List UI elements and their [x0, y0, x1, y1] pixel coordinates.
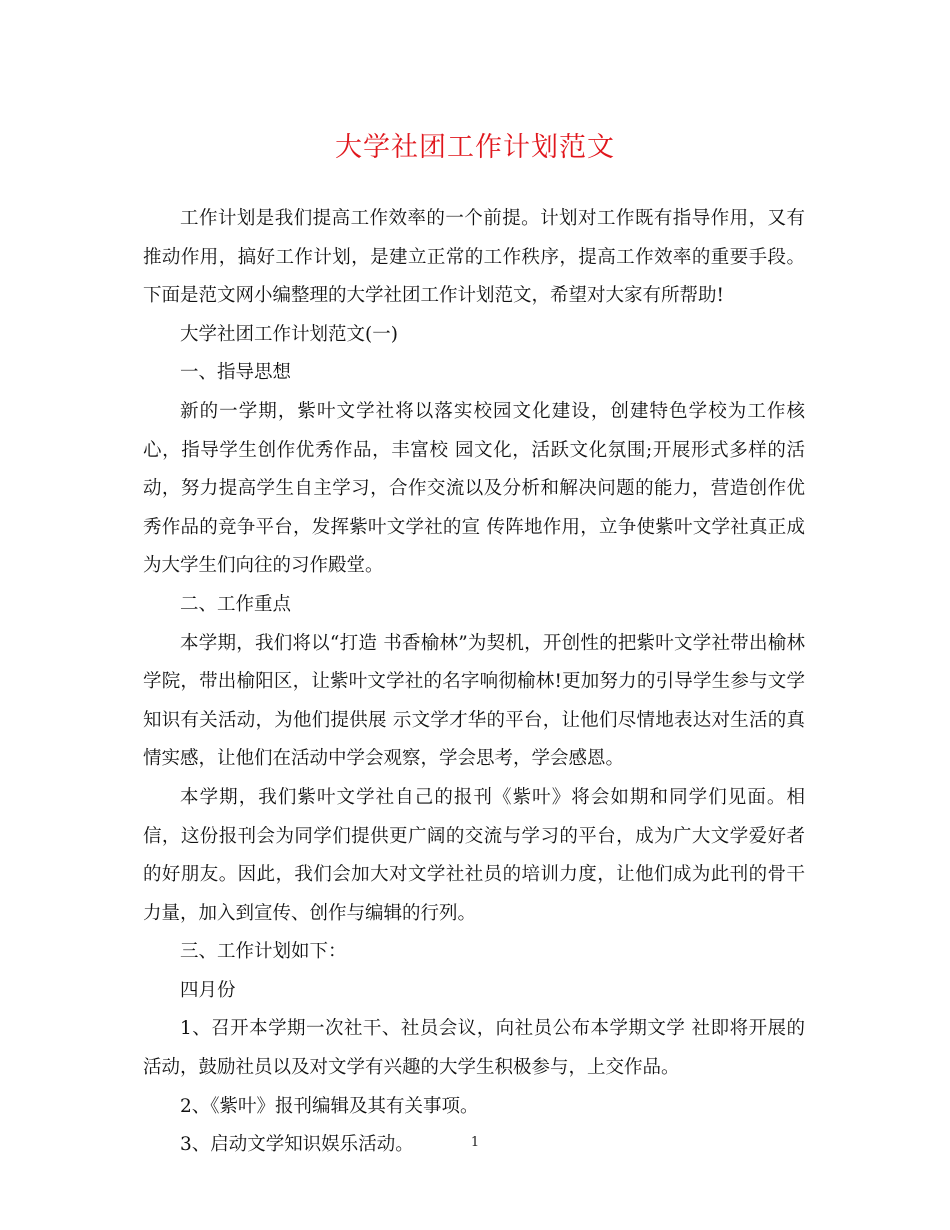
document-title: 大学社团工作计划范文 [335, 132, 615, 163]
list-item-3: 3、启动文学知识娱乐活动。 [180, 1134, 414, 1156]
page-number: 1 [470, 1135, 480, 1150]
paragraph-intro: 工作计划是我们提高工作效率的一个前提。计划对工作既有指导作用，又有推动作用，搞好工作计划，是建立正常的工作秩序，提高工作效率的重要手段。下面是范文网小编整理的大学社团工作计划范文，希望对大家有所帮助! [143, 208, 805, 307]
paragraph-heading-sample-one: 大学社团工作计划范文(一) [180, 323, 398, 345]
list-item-2: 2、《紫叶》报刊编辑及其有关事项。 [180, 1095, 479, 1117]
paragraph-heading-work-focus: 二、工作重点 [180, 593, 292, 615]
paragraph-heading-work-plan: 三、工作计划如下： [180, 941, 347, 963]
paragraph-work-focus-2: 本学期，我们紫叶文学社自己的报刊《紫叶》将会如期和同学们见面。相信，这份报刊会为同学们提供更广阔的交流与学习的平台，成为广大文学爱好者的好朋友。因此，我们会加大对文学社社员的培训力度，让他们成为此刊的骨干力量，加入到宣传、创作与编辑的行列。 [143, 786, 805, 924]
document-body [143, 200, 805, 1165]
list-item-1: 1、召开本学期一次社干、社员会议，向社员公布本学期文学 社即将开展的活动，鼓励社员以及对文学有兴趣的大学生积极参与，上交作品。 [143, 1018, 805, 1079]
paragraph-heading-guiding-thought: 一、指导思想 [180, 362, 292, 384]
paragraph-april: 四月份 [180, 979, 236, 1001]
paragraph-work-focus-1: 本学期，我们将以“打造 书香榆林”为契机，开创性的把紫叶文学社带出榆林学院，带出榆阳区，让紫叶文学社的名字响彻榆林!更加努力的引导学生参与文学知识有关活动，为他们提供展 示文学才华的平台，让他们尽情地表达对生活的真情实感，让他们在活动中学会观察，学会思考，学会感恩。 [143, 632, 805, 770]
paragraph-guiding-thought: 新的一学期，紫叶文学社将以落实校园文化建设，创建特色学校为工作核心，指导学生创作优秀作品，丰富校 园文化，活跃文化氛围;开展形式多样的活动，努力提高学生自主学习，合作交流以及分析和解决问题的能力，营造创作优秀作品的竞争平台，发挥紫叶文学社的宣 传阵地作用，立争使紫叶文学社真正成为大学生们向往的习作殿堂。 [143, 400, 805, 577]
